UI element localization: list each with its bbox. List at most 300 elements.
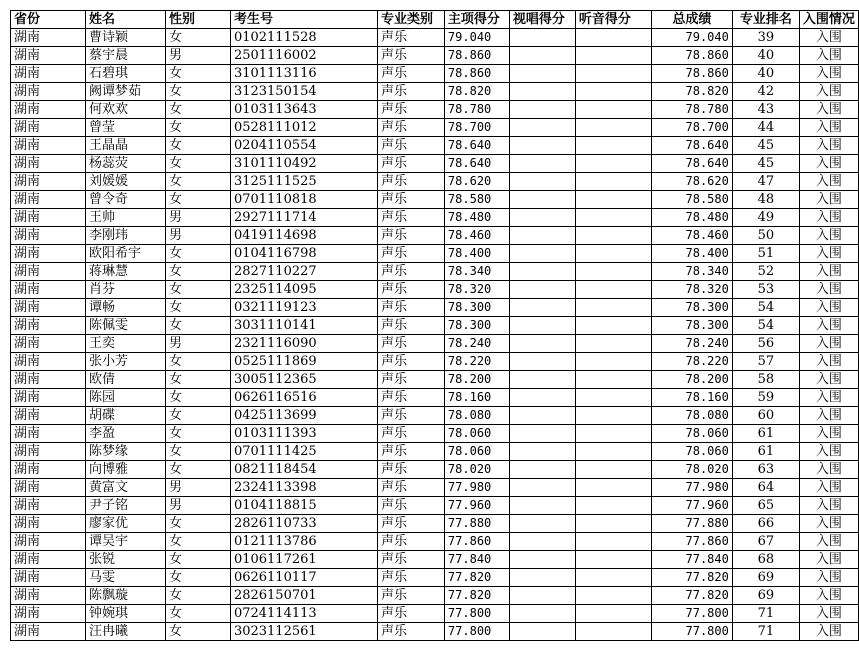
cell-main-score: 77.860: [444, 533, 509, 551]
cell-major: 声乐: [377, 551, 444, 569]
table-row: [11, 479, 859, 497]
cell-ear-training-score: [575, 569, 651, 587]
cell-main-score: 78.160: [444, 389, 509, 407]
cell-exam-id: 3023112561: [230, 623, 377, 641]
table-row: [11, 281, 859, 299]
cell-major: 声乐: [377, 623, 444, 641]
cell-major: 声乐: [377, 515, 444, 533]
cell-status: 入围: [799, 245, 858, 263]
cell-status: 入围: [799, 371, 858, 389]
cell-total-score: 78.020: [651, 461, 732, 479]
table-row: [11, 623, 859, 641]
cell-sight-singing-score: [509, 533, 575, 551]
cell-major-rank: 48: [732, 191, 799, 209]
cell-gender: 女: [165, 299, 230, 317]
cell-exam-id: 0701111425: [230, 443, 377, 461]
cell-major: 声乐: [377, 83, 444, 101]
cell-ear-training-score: [575, 533, 651, 551]
table-row: [11, 425, 859, 443]
cell-ear-training-score: [575, 263, 651, 281]
cell-sight-singing-score: [509, 335, 575, 353]
cell-province: 湖南: [11, 317, 86, 335]
table-row: [11, 353, 859, 371]
cell-major: 声乐: [377, 425, 444, 443]
cell-sight-singing-score: [509, 209, 575, 227]
cell-main-score: 78.860: [444, 47, 509, 65]
col-header-sight-singing-score: 视唱得分: [509, 11, 575, 29]
cell-ear-training-score: [575, 515, 651, 533]
cell-ear-training-score: [575, 29, 651, 47]
cell-status: 入围: [799, 605, 858, 623]
cell-total-score: 78.640: [651, 155, 732, 173]
cell-major-rank: 42: [732, 83, 799, 101]
cell-ear-training-score: [575, 317, 651, 335]
cell-status: 入围: [799, 515, 858, 533]
cell-gender: 男: [165, 47, 230, 65]
cell-ear-training-score: [575, 353, 651, 371]
cell-exam-id: 3125111525: [230, 173, 377, 191]
cell-exam-id: 0106117261: [230, 551, 377, 569]
cell-province: 湖南: [11, 407, 86, 425]
cell-name: 马雯: [85, 569, 165, 587]
table-row: [11, 119, 859, 137]
cell-exam-id: 0626110117: [230, 569, 377, 587]
cell-total-score: 77.960: [651, 497, 732, 515]
cell-ear-training-score: [575, 137, 651, 155]
cell-major: 声乐: [377, 65, 444, 83]
table-row: [11, 209, 859, 227]
cell-ear-training-score: [575, 623, 651, 641]
cell-status: 入围: [799, 101, 858, 119]
cell-sight-singing-score: [509, 479, 575, 497]
cell-major-rank: 39: [732, 29, 799, 47]
cell-main-score: 78.780: [444, 101, 509, 119]
table-body: [11, 29, 859, 641]
cell-major-rank: 58: [732, 371, 799, 389]
cell-ear-training-score: [575, 443, 651, 461]
table-row: [11, 515, 859, 533]
cell-gender: 女: [165, 281, 230, 299]
cell-sight-singing-score: [509, 407, 575, 425]
cell-major-rank: 71: [732, 623, 799, 641]
cell-major: 声乐: [377, 245, 444, 263]
cell-main-score: 77.960: [444, 497, 509, 515]
cell-total-score: 78.200: [651, 371, 732, 389]
cell-ear-training-score: [575, 227, 651, 245]
cell-status: 入围: [799, 227, 858, 245]
cell-total-score: 78.240: [651, 335, 732, 353]
cell-main-score: 78.340: [444, 263, 509, 281]
cell-total-score: 77.880: [651, 515, 732, 533]
cell-ear-training-score: [575, 497, 651, 515]
cell-status: 入围: [799, 173, 858, 191]
cell-sight-singing-score: [509, 281, 575, 299]
cell-name: 黄富文: [85, 479, 165, 497]
cell-status: 入围: [799, 443, 858, 461]
table-row: [11, 407, 859, 425]
cell-province: 湖南: [11, 353, 86, 371]
cell-status: 入围: [799, 47, 858, 65]
cell-exam-id: 2826150701: [230, 587, 377, 605]
cell-name: 王帅: [85, 209, 165, 227]
cell-province: 湖南: [11, 587, 86, 605]
cell-name: 蔡宇晨: [85, 47, 165, 65]
cell-main-score: 78.820: [444, 83, 509, 101]
cell-exam-id: 2827110227: [230, 263, 377, 281]
cell-status: 入围: [799, 281, 858, 299]
cell-province: 湖南: [11, 101, 86, 119]
cell-exam-id: 0425113699: [230, 407, 377, 425]
cell-sight-singing-score: [509, 119, 575, 137]
cell-gender: 女: [165, 443, 230, 461]
table-row: [11, 173, 859, 191]
cell-total-score: 77.820: [651, 569, 732, 587]
cell-ear-training-score: [575, 551, 651, 569]
cell-major: 声乐: [377, 605, 444, 623]
cell-sight-singing-score: [509, 263, 575, 281]
cell-major: 声乐: [377, 155, 444, 173]
table-row: [11, 263, 859, 281]
cell-province: 湖南: [11, 83, 86, 101]
cell-gender: 女: [165, 353, 230, 371]
cell-exam-id: 0102111528: [230, 29, 377, 47]
cell-name: 廖家优: [85, 515, 165, 533]
table-row: [11, 389, 859, 407]
cell-major-rank: 63: [732, 461, 799, 479]
col-header-name: 姓名: [85, 11, 165, 29]
cell-province: 湖南: [11, 515, 86, 533]
cell-sight-singing-score: [509, 137, 575, 155]
cell-major: 声乐: [377, 335, 444, 353]
cell-ear-training-score: [575, 65, 651, 83]
cell-exam-id: 3031110141: [230, 317, 377, 335]
cell-major: 声乐: [377, 173, 444, 191]
table-row: [11, 65, 859, 83]
cell-ear-training-score: [575, 173, 651, 191]
table-row: [11, 29, 859, 47]
cell-major: 声乐: [377, 119, 444, 137]
cell-exam-id: 0701110818: [230, 191, 377, 209]
cell-exam-id: 0204110554: [230, 137, 377, 155]
cell-name: 何欢欢: [85, 101, 165, 119]
cell-name: 曾莹: [85, 119, 165, 137]
cell-province: 湖南: [11, 299, 86, 317]
table-row: [11, 155, 859, 173]
cell-gender: 女: [165, 101, 230, 119]
cell-gender: 女: [165, 623, 230, 641]
cell-major-rank: 53: [732, 281, 799, 299]
table-row: [11, 317, 859, 335]
cell-province: 湖南: [11, 227, 86, 245]
cell-main-score: 78.240: [444, 335, 509, 353]
cell-province: 湖南: [11, 551, 86, 569]
cell-exam-id: 0821118454: [230, 461, 377, 479]
cell-total-score: 77.820: [651, 587, 732, 605]
cell-major-rank: 69: [732, 587, 799, 605]
cell-major-rank: 44: [732, 119, 799, 137]
col-header-ear-training-score: 听音得分: [575, 11, 651, 29]
cell-sight-singing-score: [509, 623, 575, 641]
cell-sight-singing-score: [509, 191, 575, 209]
cell-sight-singing-score: [509, 227, 575, 245]
cell-main-score: 78.700: [444, 119, 509, 137]
cell-sight-singing-score: [509, 47, 575, 65]
cell-exam-id: 0104116798: [230, 245, 377, 263]
cell-major: 声乐: [377, 407, 444, 425]
cell-main-score: 78.320: [444, 281, 509, 299]
table-row: [11, 227, 859, 245]
cell-gender: 女: [165, 389, 230, 407]
cell-major: 声乐: [377, 569, 444, 587]
cell-major: 声乐: [377, 317, 444, 335]
cell-major-rank: 71: [732, 605, 799, 623]
cell-province: 湖南: [11, 623, 86, 641]
cell-total-score: 77.860: [651, 533, 732, 551]
cell-ear-training-score: [575, 83, 651, 101]
cell-total-score: 78.060: [651, 443, 732, 461]
table-row: [11, 299, 859, 317]
cell-status: 入围: [799, 335, 858, 353]
cell-status: 入围: [799, 551, 858, 569]
cell-ear-training-score: [575, 335, 651, 353]
cell-status: 入围: [799, 137, 858, 155]
cell-sight-singing-score: [509, 101, 575, 119]
cell-main-score: 77.880: [444, 515, 509, 533]
cell-name: 陈飘璇: [85, 587, 165, 605]
cell-province: 湖南: [11, 137, 86, 155]
cell-gender: 男: [165, 335, 230, 353]
cell-status: 入围: [799, 569, 858, 587]
cell-status: 入围: [799, 209, 858, 227]
cell-province: 湖南: [11, 533, 86, 551]
cell-gender: 女: [165, 155, 230, 173]
col-header-status: 入围情况: [799, 11, 858, 29]
cell-province: 湖南: [11, 443, 86, 461]
cell-name: 王奕: [85, 335, 165, 353]
cell-sight-singing-score: [509, 605, 575, 623]
cell-sight-singing-score: [509, 497, 575, 515]
col-header-major-rank: 专业排名: [732, 11, 799, 29]
cell-main-score: 78.640: [444, 137, 509, 155]
cell-main-score: 77.980: [444, 479, 509, 497]
cell-name: 李刚玮: [85, 227, 165, 245]
cell-province: 湖南: [11, 461, 86, 479]
cell-sight-singing-score: [509, 569, 575, 587]
cell-main-score: 78.620: [444, 173, 509, 191]
col-header-province: 省份: [11, 11, 86, 29]
cell-gender: 女: [165, 515, 230, 533]
cell-sight-singing-score: [509, 155, 575, 173]
cell-status: 入围: [799, 479, 858, 497]
cell-name: 阙谭梦茹: [85, 83, 165, 101]
cell-main-score: 78.060: [444, 425, 509, 443]
cell-status: 入围: [799, 83, 858, 101]
cell-status: 入围: [799, 155, 858, 173]
cell-total-score: 77.800: [651, 623, 732, 641]
table-row: [11, 137, 859, 155]
table-row: [11, 47, 859, 65]
cell-major-rank: 54: [732, 317, 799, 335]
cell-province: 湖南: [11, 281, 86, 299]
table-row: [11, 371, 859, 389]
cell-major-rank: 61: [732, 425, 799, 443]
cell-gender: 女: [165, 371, 230, 389]
cell-major-rank: 65: [732, 497, 799, 515]
cell-main-score: 78.060: [444, 443, 509, 461]
cell-name: 尹子铭: [85, 497, 165, 515]
cell-sight-singing-score: [509, 461, 575, 479]
cell-major: 声乐: [377, 299, 444, 317]
cell-major: 声乐: [377, 479, 444, 497]
cell-status: 入围: [799, 317, 858, 335]
cell-province: 湖南: [11, 335, 86, 353]
cell-status: 入围: [799, 65, 858, 83]
cell-name: 石碧琪: [85, 65, 165, 83]
cell-total-score: 78.780: [651, 101, 732, 119]
cell-province: 湖南: [11, 119, 86, 137]
cell-ear-training-score: [575, 191, 651, 209]
cell-exam-id: 3101113116: [230, 65, 377, 83]
cell-gender: 女: [165, 461, 230, 479]
cell-ear-training-score: [575, 119, 651, 137]
cell-major: 声乐: [377, 587, 444, 605]
cell-total-score: 79.040: [651, 29, 732, 47]
table-row: [11, 335, 859, 353]
cell-province: 湖南: [11, 47, 86, 65]
cell-gender: 女: [165, 245, 230, 263]
cell-name: 欧阳希宇: [85, 245, 165, 263]
cell-gender: 女: [165, 425, 230, 443]
cell-major-rank: 59: [732, 389, 799, 407]
table-row: [11, 497, 859, 515]
cell-exam-id: 0626116516: [230, 389, 377, 407]
cell-name: 陈梦缘: [85, 443, 165, 461]
header-row: [11, 11, 859, 29]
cell-sight-singing-score: [509, 65, 575, 83]
cell-status: 入围: [799, 191, 858, 209]
cell-major: 声乐: [377, 101, 444, 119]
cell-gender: 男: [165, 227, 230, 245]
cell-sight-singing-score: [509, 515, 575, 533]
cell-total-score: 77.800: [651, 605, 732, 623]
cell-total-score: 78.300: [651, 317, 732, 335]
cell-ear-training-score: [575, 47, 651, 65]
cell-exam-id: 0321119123: [230, 299, 377, 317]
cell-province: 湖南: [11, 371, 86, 389]
cell-province: 湖南: [11, 605, 86, 623]
cell-ear-training-score: [575, 605, 651, 623]
cell-gender: 女: [165, 533, 230, 551]
cell-gender: 男: [165, 497, 230, 515]
cell-total-score: 78.400: [651, 245, 732, 263]
cell-exam-id: 2325114095: [230, 281, 377, 299]
cell-major-rank: 66: [732, 515, 799, 533]
cell-total-score: 78.820: [651, 83, 732, 101]
cell-major-rank: 60: [732, 407, 799, 425]
cell-main-score: 78.640: [444, 155, 509, 173]
cell-province: 湖南: [11, 497, 86, 515]
cell-main-score: 78.080: [444, 407, 509, 425]
cell-main-score: 77.820: [444, 569, 509, 587]
cell-province: 湖南: [11, 569, 86, 587]
cell-major-rank: 45: [732, 137, 799, 155]
cell-gender: 女: [165, 569, 230, 587]
cell-exam-id: 0525111869: [230, 353, 377, 371]
cell-status: 入围: [799, 425, 858, 443]
cell-major: 声乐: [377, 191, 444, 209]
cell-name: 肖芬: [85, 281, 165, 299]
cell-exam-id: 3005112365: [230, 371, 377, 389]
cell-exam-id: 0104118815: [230, 497, 377, 515]
cell-major: 声乐: [377, 497, 444, 515]
col-header-major: 专业类别: [377, 11, 444, 29]
cell-major-rank: 47: [732, 173, 799, 191]
cell-sight-singing-score: [509, 173, 575, 191]
cell-status: 入围: [799, 407, 858, 425]
cell-name: 欧倩: [85, 371, 165, 389]
cell-major-rank: 54: [732, 299, 799, 317]
cell-gender: 女: [165, 605, 230, 623]
cell-exam-id: 0419114698: [230, 227, 377, 245]
cell-total-score: 78.080: [651, 407, 732, 425]
cell-name: 张锐: [85, 551, 165, 569]
cell-total-score: 78.060: [651, 425, 732, 443]
table-row: [11, 605, 859, 623]
table-row: [11, 101, 859, 119]
cell-main-score: 78.480: [444, 209, 509, 227]
cell-ear-training-score: [575, 281, 651, 299]
cell-ear-training-score: [575, 155, 651, 173]
cell-total-score: 77.980: [651, 479, 732, 497]
cell-province: 湖南: [11, 65, 86, 83]
cell-major: 声乐: [377, 281, 444, 299]
cell-major: 声乐: [377, 227, 444, 245]
cell-exam-id: 2501116002: [230, 47, 377, 65]
cell-gender: 女: [165, 587, 230, 605]
cell-ear-training-score: [575, 371, 651, 389]
cell-main-score: 78.020: [444, 461, 509, 479]
cell-ear-training-score: [575, 587, 651, 605]
cell-name: 陈园: [85, 389, 165, 407]
cell-total-score: 78.300: [651, 299, 732, 317]
cell-status: 入围: [799, 587, 858, 605]
cell-gender: 女: [165, 65, 230, 83]
cell-ear-training-score: [575, 479, 651, 497]
cell-major-rank: 56: [732, 335, 799, 353]
cell-sight-singing-score: [509, 353, 575, 371]
cell-gender: 女: [165, 263, 230, 281]
cell-main-score: 78.300: [444, 317, 509, 335]
cell-name: 张小芳: [85, 353, 165, 371]
cell-exam-id: 3101110492: [230, 155, 377, 173]
cell-status: 入围: [799, 623, 858, 641]
cell-total-score: 78.160: [651, 389, 732, 407]
cell-main-score: 78.220: [444, 353, 509, 371]
cell-major-rank: 40: [732, 65, 799, 83]
cell-province: 湖南: [11, 29, 86, 47]
cell-ear-training-score: [575, 209, 651, 227]
cell-province: 湖南: [11, 389, 86, 407]
cell-major: 声乐: [377, 389, 444, 407]
col-header-total-score: 总成绩: [651, 11, 732, 29]
cell-gender: 女: [165, 119, 230, 137]
cell-sight-singing-score: [509, 443, 575, 461]
cell-total-score: 78.460: [651, 227, 732, 245]
cell-exam-id: 2927111714: [230, 209, 377, 227]
cell-major: 声乐: [377, 137, 444, 155]
cell-status: 入围: [799, 119, 858, 137]
cell-sight-singing-score: [509, 371, 575, 389]
